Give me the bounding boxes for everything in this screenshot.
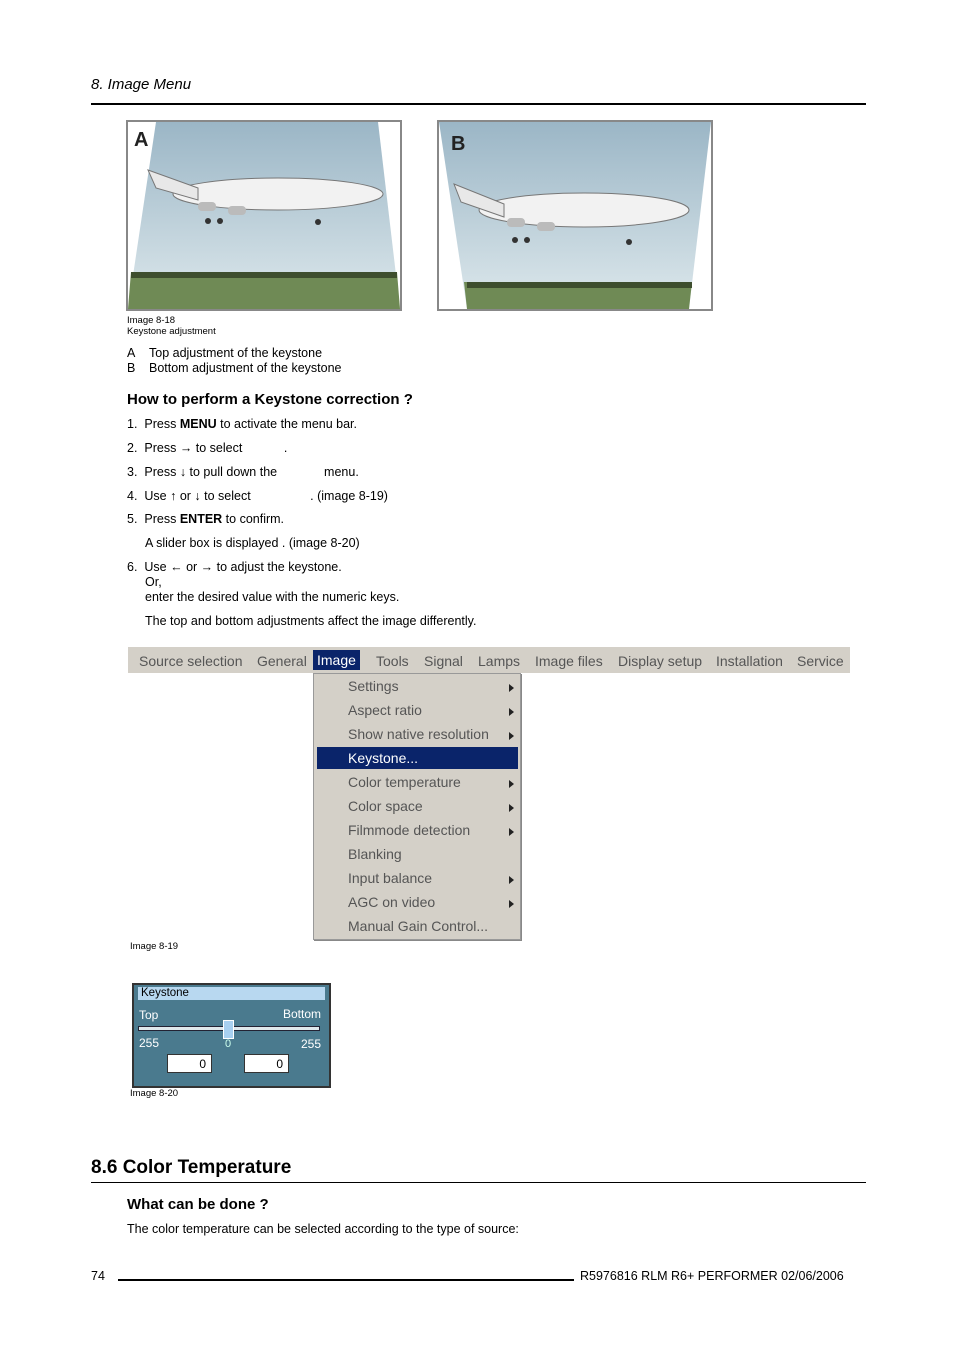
section-title: 8.6 Color Temperature bbox=[91, 1157, 292, 1178]
image-8-20-caption: Image 8-20 bbox=[130, 1088, 179, 1099]
step-6-or: Or, bbox=[145, 575, 162, 589]
menu-item-manual-gain-control[interactable]: Manual Gain Control... bbox=[348, 918, 489, 934]
header-rule bbox=[91, 103, 866, 105]
submenu-arrow-icon bbox=[509, 828, 514, 836]
howto-title: How to perform a Keystone correction ? bbox=[127, 391, 413, 408]
section-body: The color temperature can be selected according to the type of source: bbox=[127, 1222, 519, 1236]
step-6: 6. Use ← or → to adjust the keystone. bbox=[127, 560, 342, 574]
menu-display-setup[interactable]: Display setup bbox=[618, 653, 703, 669]
figure-label-b: B bbox=[451, 133, 466, 155]
submenu-arrow-icon bbox=[509, 804, 514, 812]
figure-legend bbox=[127, 346, 341, 376]
airplane-photo-a bbox=[128, 122, 400, 309]
menu-item-agc-on-video[interactable]: AGC on video bbox=[348, 894, 436, 910]
keystone-slider-box bbox=[132, 983, 331, 1088]
submenu-arrow-icon bbox=[509, 900, 514, 908]
menu-item-input-balance[interactable]: Input balance bbox=[348, 870, 433, 886]
image-number: Image 8-18 bbox=[127, 315, 176, 326]
step-1: 1. Press MENU to activate the menu bar. bbox=[127, 417, 358, 431]
airplane-photo-b bbox=[439, 122, 711, 309]
legend-item: A Top adjustment of the keystone bbox=[127, 346, 323, 360]
keystone-image-a bbox=[126, 120, 402, 311]
step-6-note: The top and bottom adjustments affect the image differently. bbox=[145, 614, 477, 628]
slider-right-label: Bottom bbox=[282, 1007, 321, 1021]
top-value-input[interactable]: 0 bbox=[167, 1054, 212, 1073]
menu-item-settings[interactable]: Settings bbox=[348, 678, 399, 694]
submenu-arrow-icon bbox=[509, 876, 514, 884]
bottom-value-input[interactable]: 0 bbox=[244, 1054, 289, 1073]
step-2: 2. Press → to select . bbox=[127, 441, 288, 455]
menu-item-color-space[interactable]: Color space bbox=[348, 798, 423, 814]
section-rule bbox=[91, 1182, 866, 1183]
slider-left-label: Top bbox=[139, 1008, 159, 1022]
menu-source-selection[interactable]: Source selection bbox=[139, 653, 243, 669]
menu-item-keystone[interactable]: Keystone... bbox=[348, 750, 419, 766]
submenu-arrow-icon bbox=[509, 708, 514, 716]
footer-doc-id: R5976816 RLM R6+ PERFORMER 02/06/2006 bbox=[580, 1269, 844, 1283]
menu-bar bbox=[128, 647, 850, 673]
menu-image-files[interactable]: Image files bbox=[535, 653, 603, 669]
menu-signal[interactable]: Signal bbox=[424, 653, 463, 669]
slider-thumb[interactable] bbox=[223, 1020, 234, 1039]
submenu-arrow-icon bbox=[509, 684, 514, 692]
page-number: 74 bbox=[91, 1269, 105, 1283]
image-caption: Keystone adjustment bbox=[127, 326, 216, 337]
slider-max-value: 255 bbox=[300, 1037, 321, 1051]
step-5: 5. Press ENTER to confirm. bbox=[127, 512, 285, 526]
submenu-arrow-icon bbox=[509, 732, 514, 740]
menu-item-show-native-resolution[interactable]: Show native resolution bbox=[348, 726, 489, 742]
menu-lamps[interactable]: Lamps bbox=[478, 653, 521, 669]
footer-rule bbox=[118, 1279, 574, 1281]
figure-caption bbox=[127, 315, 216, 337]
step-4: 4. Use ↑ or ↓ to select . (image 8-19) bbox=[127, 489, 388, 503]
menu-item-filmmode-detection[interactable]: Filmmode detection bbox=[348, 822, 471, 838]
figure-label-a: A bbox=[134, 129, 149, 151]
chapter-header: 8. Image Menu bbox=[91, 76, 192, 93]
slider-min-value: 255 bbox=[139, 1036, 160, 1050]
submenu-arrow-icon bbox=[509, 780, 514, 788]
menu-item-blanking[interactable]: Blanking bbox=[348, 846, 402, 862]
step-6-alt: enter the desired value with the numeric keys. bbox=[145, 590, 400, 604]
keystone-image-b bbox=[437, 120, 713, 311]
menu-installation[interactable]: Installation bbox=[716, 653, 783, 669]
step-3: 3. Press ↓ to pull down the menu. bbox=[127, 465, 359, 479]
section-subtitle: What can be done ? bbox=[127, 1196, 269, 1213]
menu-item-aspect-ratio[interactable]: Aspect ratio bbox=[348, 702, 422, 718]
image-dropdown-menu bbox=[313, 673, 521, 940]
image-8-19-caption: Image 8-19 bbox=[130, 941, 179, 952]
menu-item-color-temperature[interactable]: Color temperature bbox=[348, 774, 461, 790]
menu-general[interactable]: General bbox=[257, 653, 307, 669]
slider-title: Keystone bbox=[138, 987, 325, 1000]
slider-center-value: 0 bbox=[225, 1038, 232, 1050]
menu-image[interactable]: Image bbox=[313, 650, 360, 670]
menu-service[interactable]: Service bbox=[797, 653, 844, 669]
step-5-note: A slider box is displayed . (image 8-20) bbox=[145, 536, 360, 550]
menu-tools[interactable]: Tools bbox=[376, 653, 409, 669]
legend-item: B Bottom adjustment of the keystone bbox=[127, 361, 342, 375]
